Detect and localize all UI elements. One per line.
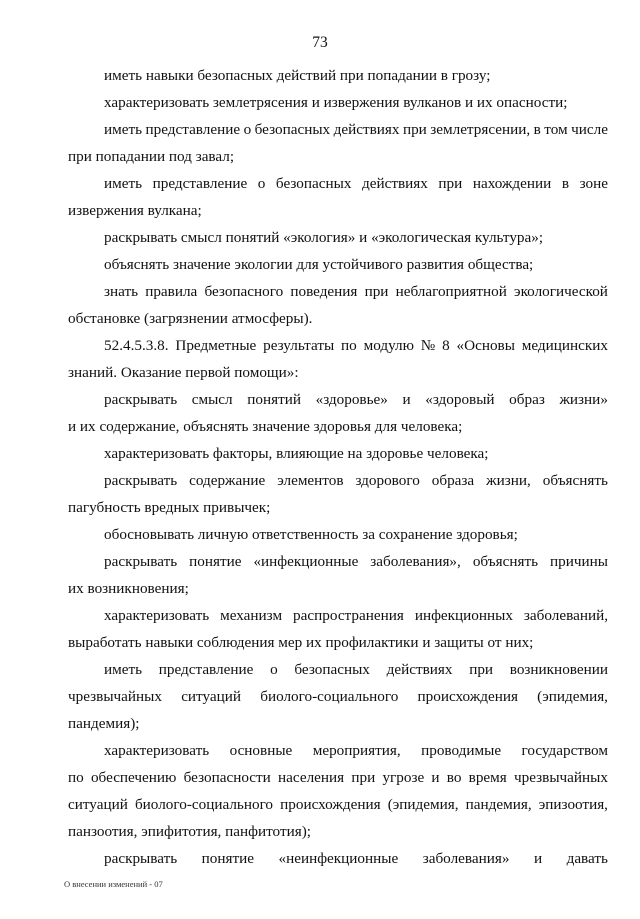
word: раскрывать: [104, 472, 178, 489]
word: о: [243, 121, 252, 138]
word: содержание: [189, 472, 266, 489]
text-line: обосновывать личную ответственность за сохранение здоровья;: [104, 526, 518, 543]
word: землетрясении,: [430, 121, 531, 138]
word: жизни»: [559, 391, 608, 408]
word: знать: [104, 283, 139, 300]
word: результаты: [263, 337, 335, 354]
word: поведения: [290, 283, 358, 300]
text-line: обстановке (загрязнении атмосферы).: [68, 310, 313, 327]
word: угрозе: [382, 769, 425, 786]
word: здорового: [355, 472, 420, 489]
word: иметь: [104, 175, 143, 192]
text-line-justified: [104, 283, 608, 301]
word: и: [402, 391, 411, 408]
word: представление: [152, 175, 248, 192]
word: раскрывать: [104, 553, 178, 570]
word: в: [533, 121, 541, 138]
word: биолого-социального: [134, 796, 274, 813]
text-line-justified: [104, 607, 608, 625]
word: жизни,: [486, 472, 531, 489]
word: образа: [431, 472, 475, 489]
word: элементов: [277, 472, 344, 489]
word: модулю: [363, 337, 414, 354]
word: время: [468, 769, 507, 786]
text-line-justified: [104, 175, 608, 193]
word: причины: [550, 553, 608, 570]
word: чрезвычайных: [514, 769, 608, 786]
word: «здоровый: [425, 391, 495, 408]
word: действиях: [333, 121, 400, 138]
word: неблагоприятной: [395, 283, 507, 300]
word: экологической: [514, 283, 608, 300]
word: действиях: [386, 661, 453, 678]
text-line-justified: [104, 742, 608, 760]
word: иметь: [104, 121, 143, 138]
word: обеспечению: [90, 769, 177, 786]
word: правила: [145, 283, 198, 300]
text-line-justified: [104, 661, 608, 679]
word: понятие: [201, 850, 254, 867]
word: (эпидемия,: [537, 688, 608, 705]
word: происхождения: [280, 796, 381, 813]
word: Предметные: [175, 337, 257, 354]
text-line: и их содержание, объяснять значение здоровья для человека;: [68, 418, 463, 435]
text-line: раскрывать смысл понятий «экология» и «экологическая культура»;: [104, 229, 544, 246]
word: зоне: [579, 175, 608, 192]
word: объяснять: [542, 472, 608, 489]
word: при: [351, 769, 376, 786]
word: смысл: [191, 391, 233, 408]
word: том: [544, 121, 568, 138]
word: понятий: [247, 391, 301, 408]
word: эпизоотия,: [538, 796, 608, 813]
word: (эпидемия,: [387, 796, 459, 813]
text-line: пагубность вредных привычек;: [68, 499, 271, 516]
text-line: характеризовать факторы, влияющие на здоровье человека;: [104, 445, 489, 462]
word: по: [68, 769, 84, 786]
word: характеризовать: [104, 742, 210, 759]
word: раскрывать: [104, 850, 178, 867]
word: инфекционных: [414, 607, 513, 624]
word: образ: [509, 391, 545, 408]
word: ситуаций: [181, 688, 242, 705]
word: «Основы: [456, 337, 515, 354]
text-line: при попадании под завал;: [68, 148, 235, 165]
word: в: [561, 175, 570, 192]
text-line-justified: [68, 769, 608, 787]
word: проводимые: [421, 742, 502, 759]
word: во: [446, 769, 462, 786]
word: механизм: [220, 607, 283, 624]
word: при: [402, 121, 427, 138]
word: давать: [566, 850, 608, 867]
text-line: иметь навыки безопасных действий при попадании в грозу;: [104, 67, 491, 84]
text-line: объяснять значение экологии для устойчивого развития общества;: [104, 256, 534, 273]
section-heading-line: [104, 337, 608, 355]
word: числе: [571, 121, 608, 138]
word: понятие: [189, 553, 242, 570]
word: пандемия,: [465, 796, 532, 813]
word: нахождении: [472, 175, 552, 192]
word: при: [469, 661, 494, 678]
text-line-justified: [68, 796, 608, 814]
word: безопасности: [183, 769, 271, 786]
word: 52.4.5.3.8.: [104, 337, 169, 354]
word: представление: [145, 121, 241, 138]
word: «неинфекционные: [278, 850, 399, 867]
word: о: [270, 661, 278, 678]
word: безопасных: [275, 175, 352, 192]
footer-note: О внесении изменений - 07: [64, 879, 163, 889]
section-heading-line: знаний. Оказание первой помощи»:: [68, 364, 299, 381]
word: характеризовать: [104, 607, 210, 624]
word: биолого-социального: [260, 688, 399, 705]
word: основные: [229, 742, 293, 759]
text-line: их возникновения;: [68, 580, 189, 597]
text-line-justified: [104, 472, 608, 490]
word: заболевания»: [422, 850, 510, 867]
word: безопасных: [254, 121, 331, 138]
word: ситуаций: [68, 796, 128, 813]
word: и: [431, 769, 440, 786]
word: при: [364, 283, 389, 300]
word: раскрывать: [104, 391, 178, 408]
page-number: 73: [312, 34, 328, 51]
word: медицинских: [521, 337, 608, 354]
word: и: [533, 850, 543, 867]
text-line-justified: [104, 850, 608, 868]
text-line-justified: [104, 553, 608, 571]
text-line-justified: [104, 391, 608, 409]
word: мероприятия,: [312, 742, 401, 759]
word: происхождения: [417, 688, 518, 705]
text-line: выработать навыки соблюдения мер их профилактики и защиты от них;: [68, 634, 534, 651]
word: №: [420, 337, 436, 354]
text-line: панзоотия, эпифитотия, панфитотия);: [68, 823, 311, 840]
word: населения: [278, 769, 345, 786]
word: чрезвычайных: [68, 688, 162, 705]
word: 8: [442, 337, 450, 354]
word: о: [257, 175, 266, 192]
text-line: извержения вулкана;: [68, 202, 202, 219]
text-line-justified: [104, 121, 608, 139]
word: распространения: [293, 607, 404, 624]
word: заболеваний,: [523, 607, 608, 624]
word: объяснять: [472, 553, 539, 570]
word: представление: [158, 661, 254, 678]
text-line: пандемия);: [68, 715, 140, 732]
text-line-justified: [68, 688, 608, 706]
word: «здоровье»: [315, 391, 388, 408]
word: «инфекционные: [253, 553, 359, 570]
word: заболевания»,: [370, 553, 461, 570]
word: иметь: [104, 661, 143, 678]
text-line: характеризовать землетрясения и извержения вулканов и их опасности;: [104, 94, 568, 111]
word: при: [438, 175, 463, 192]
word: государством: [521, 742, 608, 759]
word: по: [341, 337, 357, 354]
word: возникновении: [509, 661, 608, 678]
word: безопасных: [294, 661, 370, 678]
word: действиях: [361, 175, 428, 192]
word: безопасного: [204, 283, 284, 300]
